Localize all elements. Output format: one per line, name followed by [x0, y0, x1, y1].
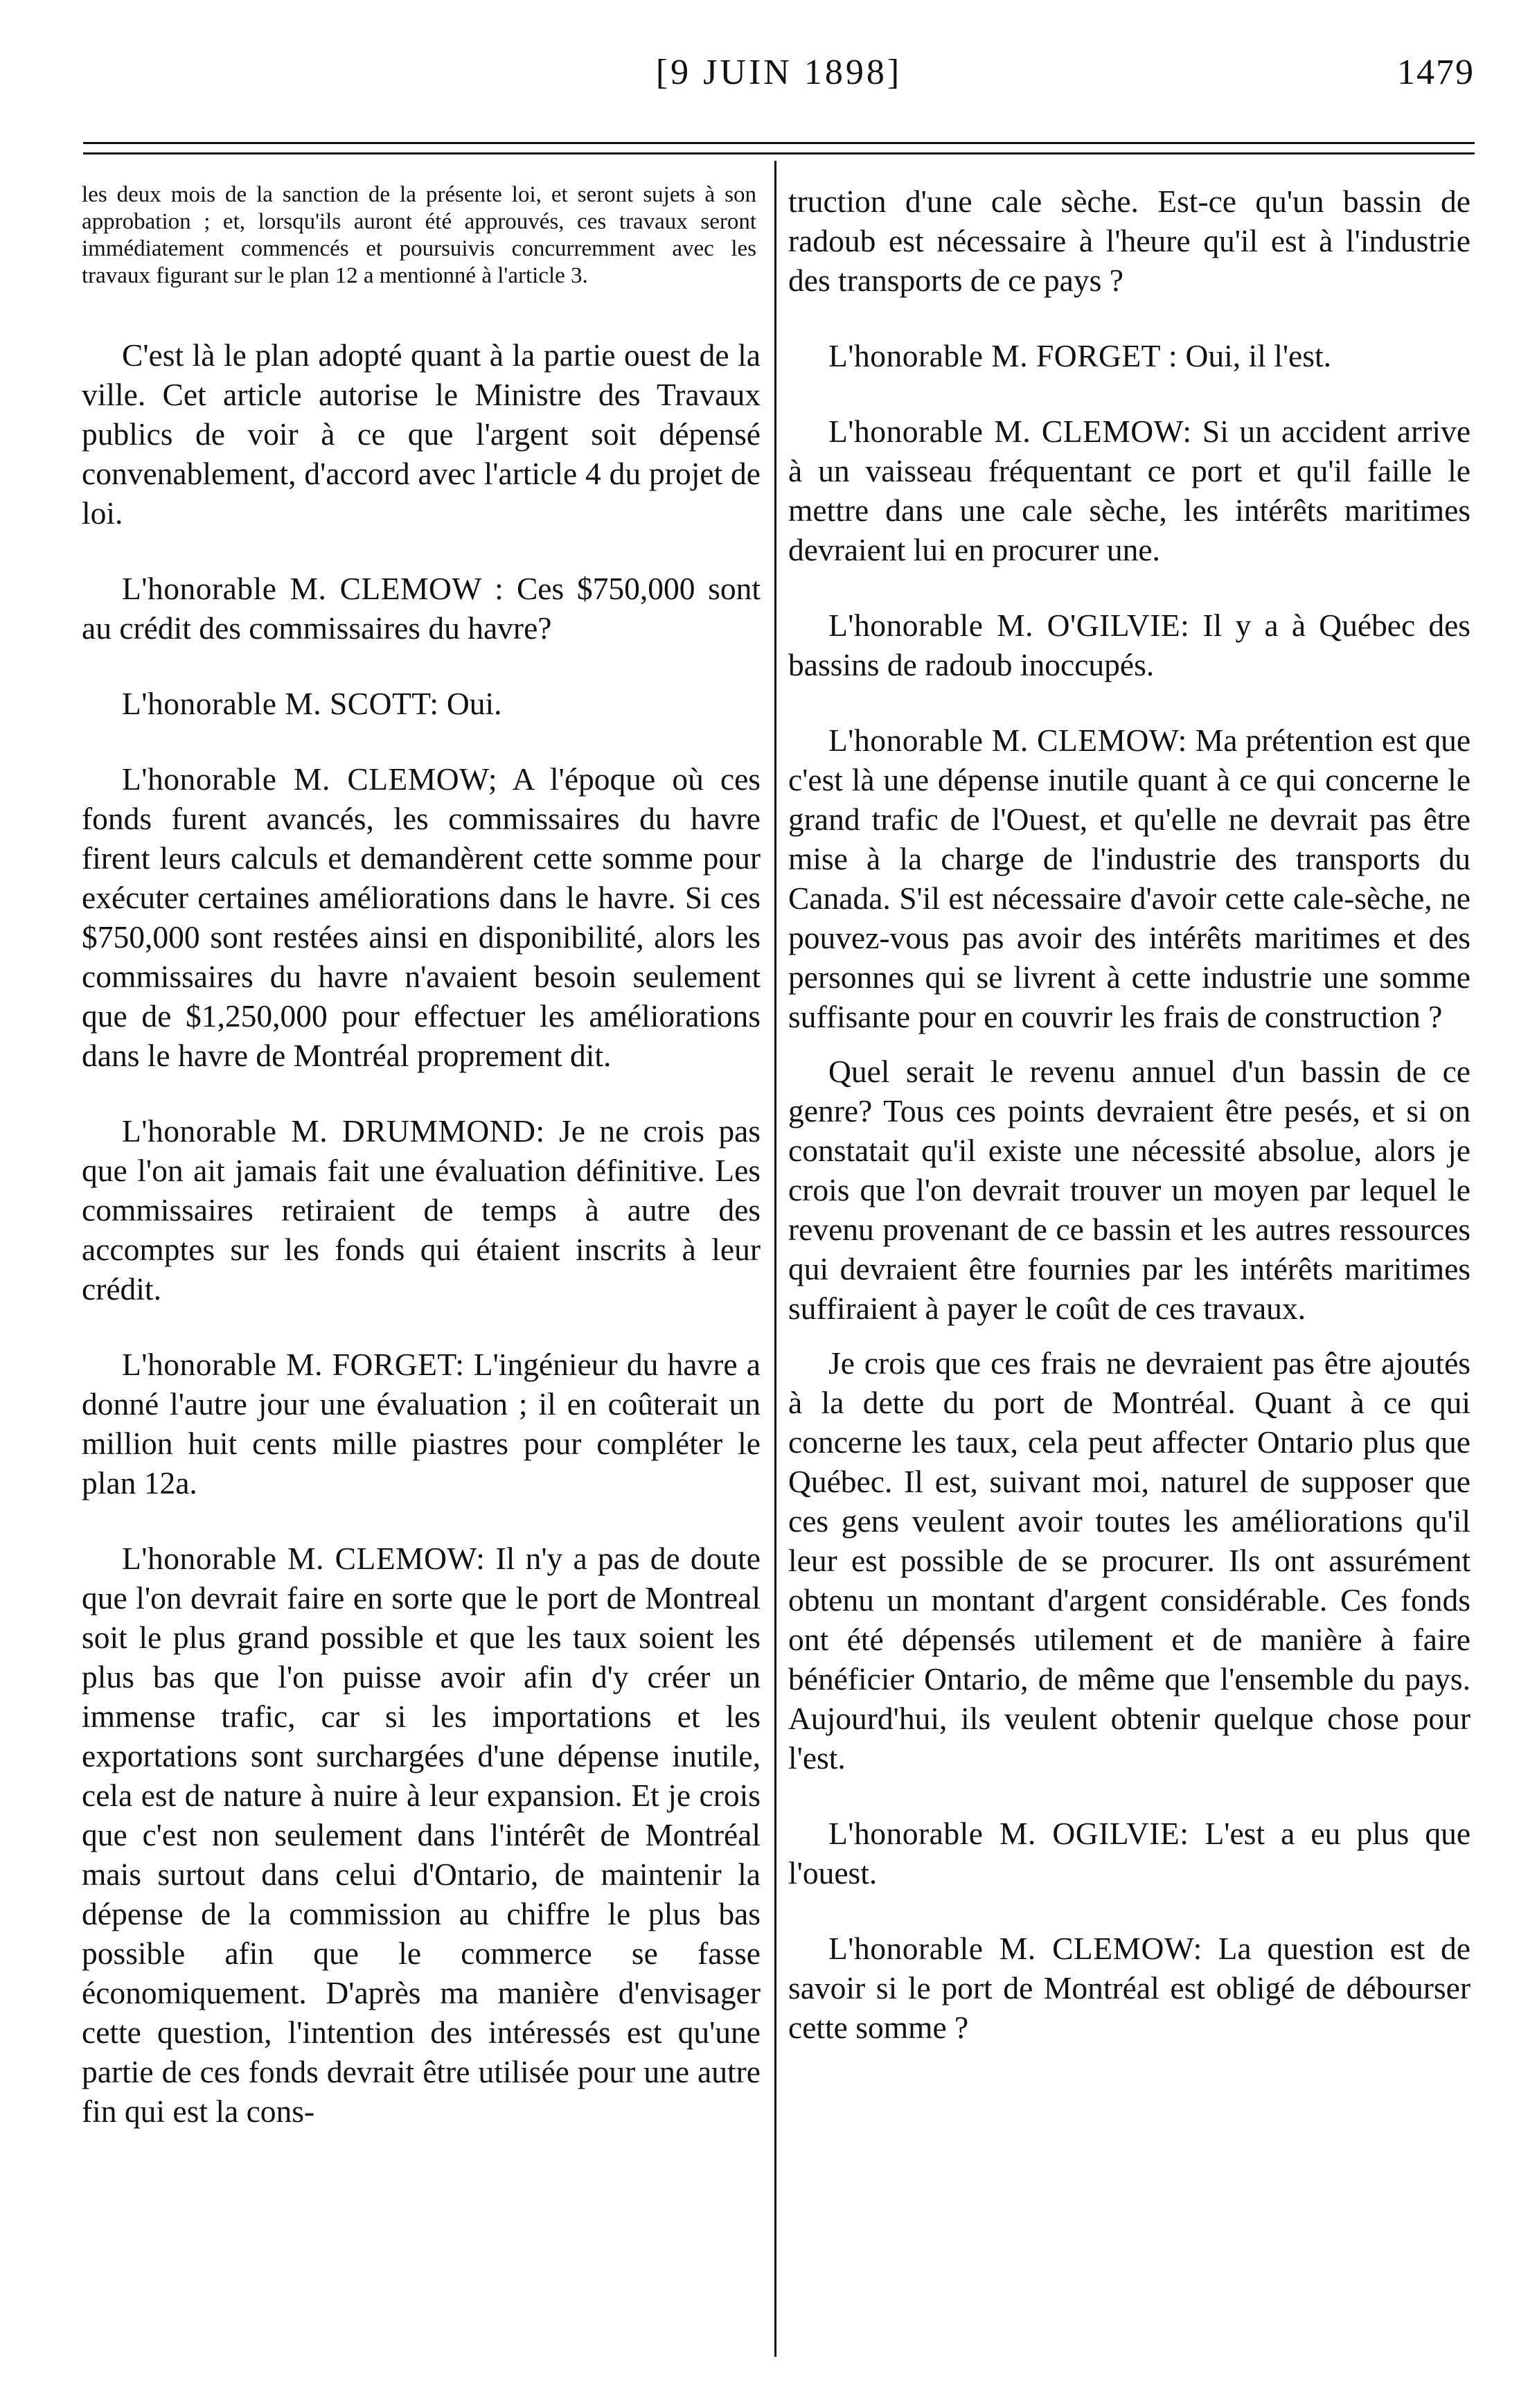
page-number: 1479 — [1397, 53, 1475, 92]
paragraph — [82, 1539, 761, 2131]
speaker-name: L'honorable M. O'GILVIE: — [828, 608, 1190, 643]
speaker-name: L'honorable M. CLEMOW: — [122, 1541, 486, 1576]
paragraph-text: Je ne crois pas que l'on ait jamais fait une évaluation définitive. Les commissaires retiraient de temps à autre des accomptes sur les fonds qui étaient inscrits à leur crédit. — [82, 1113, 761, 1307]
paragraph — [788, 605, 1471, 684]
paragraph-text: Il y a à Québec des bassins de radoub inoccupés. — [788, 608, 1471, 682]
paragraph-text: Ma prétention est que c'est là une dépense inutile quant à ce qui concerne le grand trafic de l'Ouest, et qu'elle ne devrait pas être mise à la charge de l'industrie des transports du Canada. S'il est nécessaire d'avoir cette cale-sèche, ne pouvez-vous pas avoir des intérêts maritimes et des personnes qui se livrent à cette industrie une somme suffisante pour en couvrir les frais de construction ? — [788, 723, 1471, 1034]
paragraph-text: L'est a eu plus que l'ouest. — [788, 1816, 1471, 1891]
speaker-name: L'honorable M. CLEMOW: — [828, 723, 1187, 758]
paragraph — [788, 336, 1471, 375]
header-double-rule — [83, 142, 1475, 154]
quoted-bill-excerpt: les deux mois de la sanction de la présente loi, et seront sujets à son approbation ; et, lorsqu'ils auront été approuvés, ces travaux seront immédiatement commencés et poursuivis concurremment avec les travaux figurant sur le plan 12 a mentionné à l'article 3. — [82, 182, 756, 288]
paragraph-text: Ces $750,000 sont au crédit des commissaires du havre? — [82, 571, 761, 646]
page-date: [9 JUIN 1898] — [655, 53, 903, 92]
paragraph-text: Oui, il l'est. — [1185, 338, 1331, 373]
paragraph — [788, 182, 1471, 300]
paragraph — [82, 569, 761, 648]
paragraph-text: Si un accident arrive à un vaisseau fréquentant ce port et qu'il faille le mettre dans une cale sèche, les intérêts maritimes devraient lui en procurer une. — [788, 414, 1471, 567]
paragraph — [788, 720, 1471, 1036]
paragraph — [788, 1343, 1471, 1778]
paragraph-text: A l'époque où ces fonds furent avancés, les commissaires du havre firent leurs calculs et demandèrent cette somme pour exécuter certaines améliorations dans le havre. Si ces $750,000 sont restées ainsi en disponibilité, alors les commissaires du havre n'avaient besoin seulement que de $1,250,000 pour effectuer les améliorations dans le havre de Montréal proprement dit. — [82, 761, 761, 1073]
paragraph-text: Il n'y a pas de doute que l'on devrait faire en sorte que le port de Montreal soit le plus grand possible et que les taux soient les plus bas que l'on puisse avoir afin d'y créer un immense trafic, car si les importations et les exportations sont surchargées d'une dépense inutile, cela est de nature à nuire à leur expansion. Et je crois que c'est non seulement dans l'intérêt de Montréal mais surtout dans celui d'Ontario, de maintenir la dépense de la commission au chiffre le plus bas possible afin que le commerce se fasse économiquement. D'après ma manière d'envisager cette question, l'intention des intéressés est qu'une partie de ces fonds devrait être utilisée pour une autre fin qui est la cons- — [82, 1541, 761, 2129]
page-header — [83, 52, 1475, 107]
left-column — [82, 182, 761, 2167]
paragraph-text: truction d'une cale sèche. Est-ce qu'un bassin de radoub est nécessaire à l'heure qu'il est à l'industrie des transports de ce pays ? — [788, 184, 1471, 298]
speaker-name: L'honorable M. SCOTT: — [122, 686, 439, 721]
paragraph — [82, 684, 761, 723]
paragraph-text: Oui. — [446, 686, 502, 721]
paragraph — [788, 1929, 1471, 2047]
speaker-name: L'honorable M. FORGET : — [828, 338, 1178, 373]
paragraph-text: L'ingénieur du havre a donné l'autre jour une évaluation ; il en coûterait un million huit cents mille piastres pour compléter le plan 12a. — [82, 1347, 761, 1500]
paragraph — [788, 1814, 1471, 1893]
column-divider — [774, 161, 776, 2357]
speaker-name: L'honorable M. CLEMOW : — [122, 571, 504, 606]
speaker-name: L'honorable M. FORGET: — [122, 1347, 465, 1382]
paragraph — [82, 335, 761, 533]
paragraph-text: Quel serait le revenu annuel d'un bassin de ce genre? Tous ces points devraient être pesés, et si on constatait qu'il existe une nécessité absolue, alors je crois que l'on devrait trouver un moyen par lequel le revenu provenant de ce bassin et les autres ressources qui devraient être fournies par les intérêts maritimes suffiraient à payer le coût de ces travaux. — [788, 1054, 1471, 1326]
paragraph — [788, 1052, 1471, 1328]
paragraph — [82, 1345, 761, 1503]
paragraph — [82, 759, 761, 1075]
speaker-name: L'honorable M. CLEMOW; — [122, 761, 498, 797]
speaker-name: L'honorable M. CLEMOW: — [828, 1931, 1202, 1966]
speaker-name: L'honorable M. OGILVIE: — [828, 1816, 1189, 1851]
paragraph — [82, 1111, 761, 1309]
right-column — [788, 182, 1471, 2083]
paragraph-text: Je crois que ces frais ne devraient pas être ajoutés à la dette du port de Montréal. Quant à ce qui concerne les taux, cela peut affecter Ontario plus que Québec. Il est, suivant moi, naturel de supposer que ces gens veulent avoir toutes les améliorations qu'il leur est possible de se procurer. Ils ont assurément obtenu un montant d'argent considérable. Ces fonds ont été dépensés utilement et de manière à faire bénéficier Ontario, de même que l'ensemble du pays. Aujourd'hui, ils veulent obtenir quelque chose pour l'est. — [788, 1345, 1471, 1776]
paragraph-text: La question est de savoir si le port de Montréal est obligé de débourser cette somme ? — [788, 1931, 1471, 2045]
paragraph-text: C'est là le plan adopté quant à la partie ouest de la ville. Cet article autorise le Ministre des Travaux publics de voir à ce que l'argent soit dépensé convenablement, d'accord avec l'article 4 du projet de loi. — [82, 337, 761, 531]
paragraph — [788, 411, 1471, 569]
speaker-name: L'honorable M. CLEMOW: — [828, 414, 1192, 449]
speaker-name: L'honorable M. DRUMMOND: — [122, 1113, 545, 1149]
